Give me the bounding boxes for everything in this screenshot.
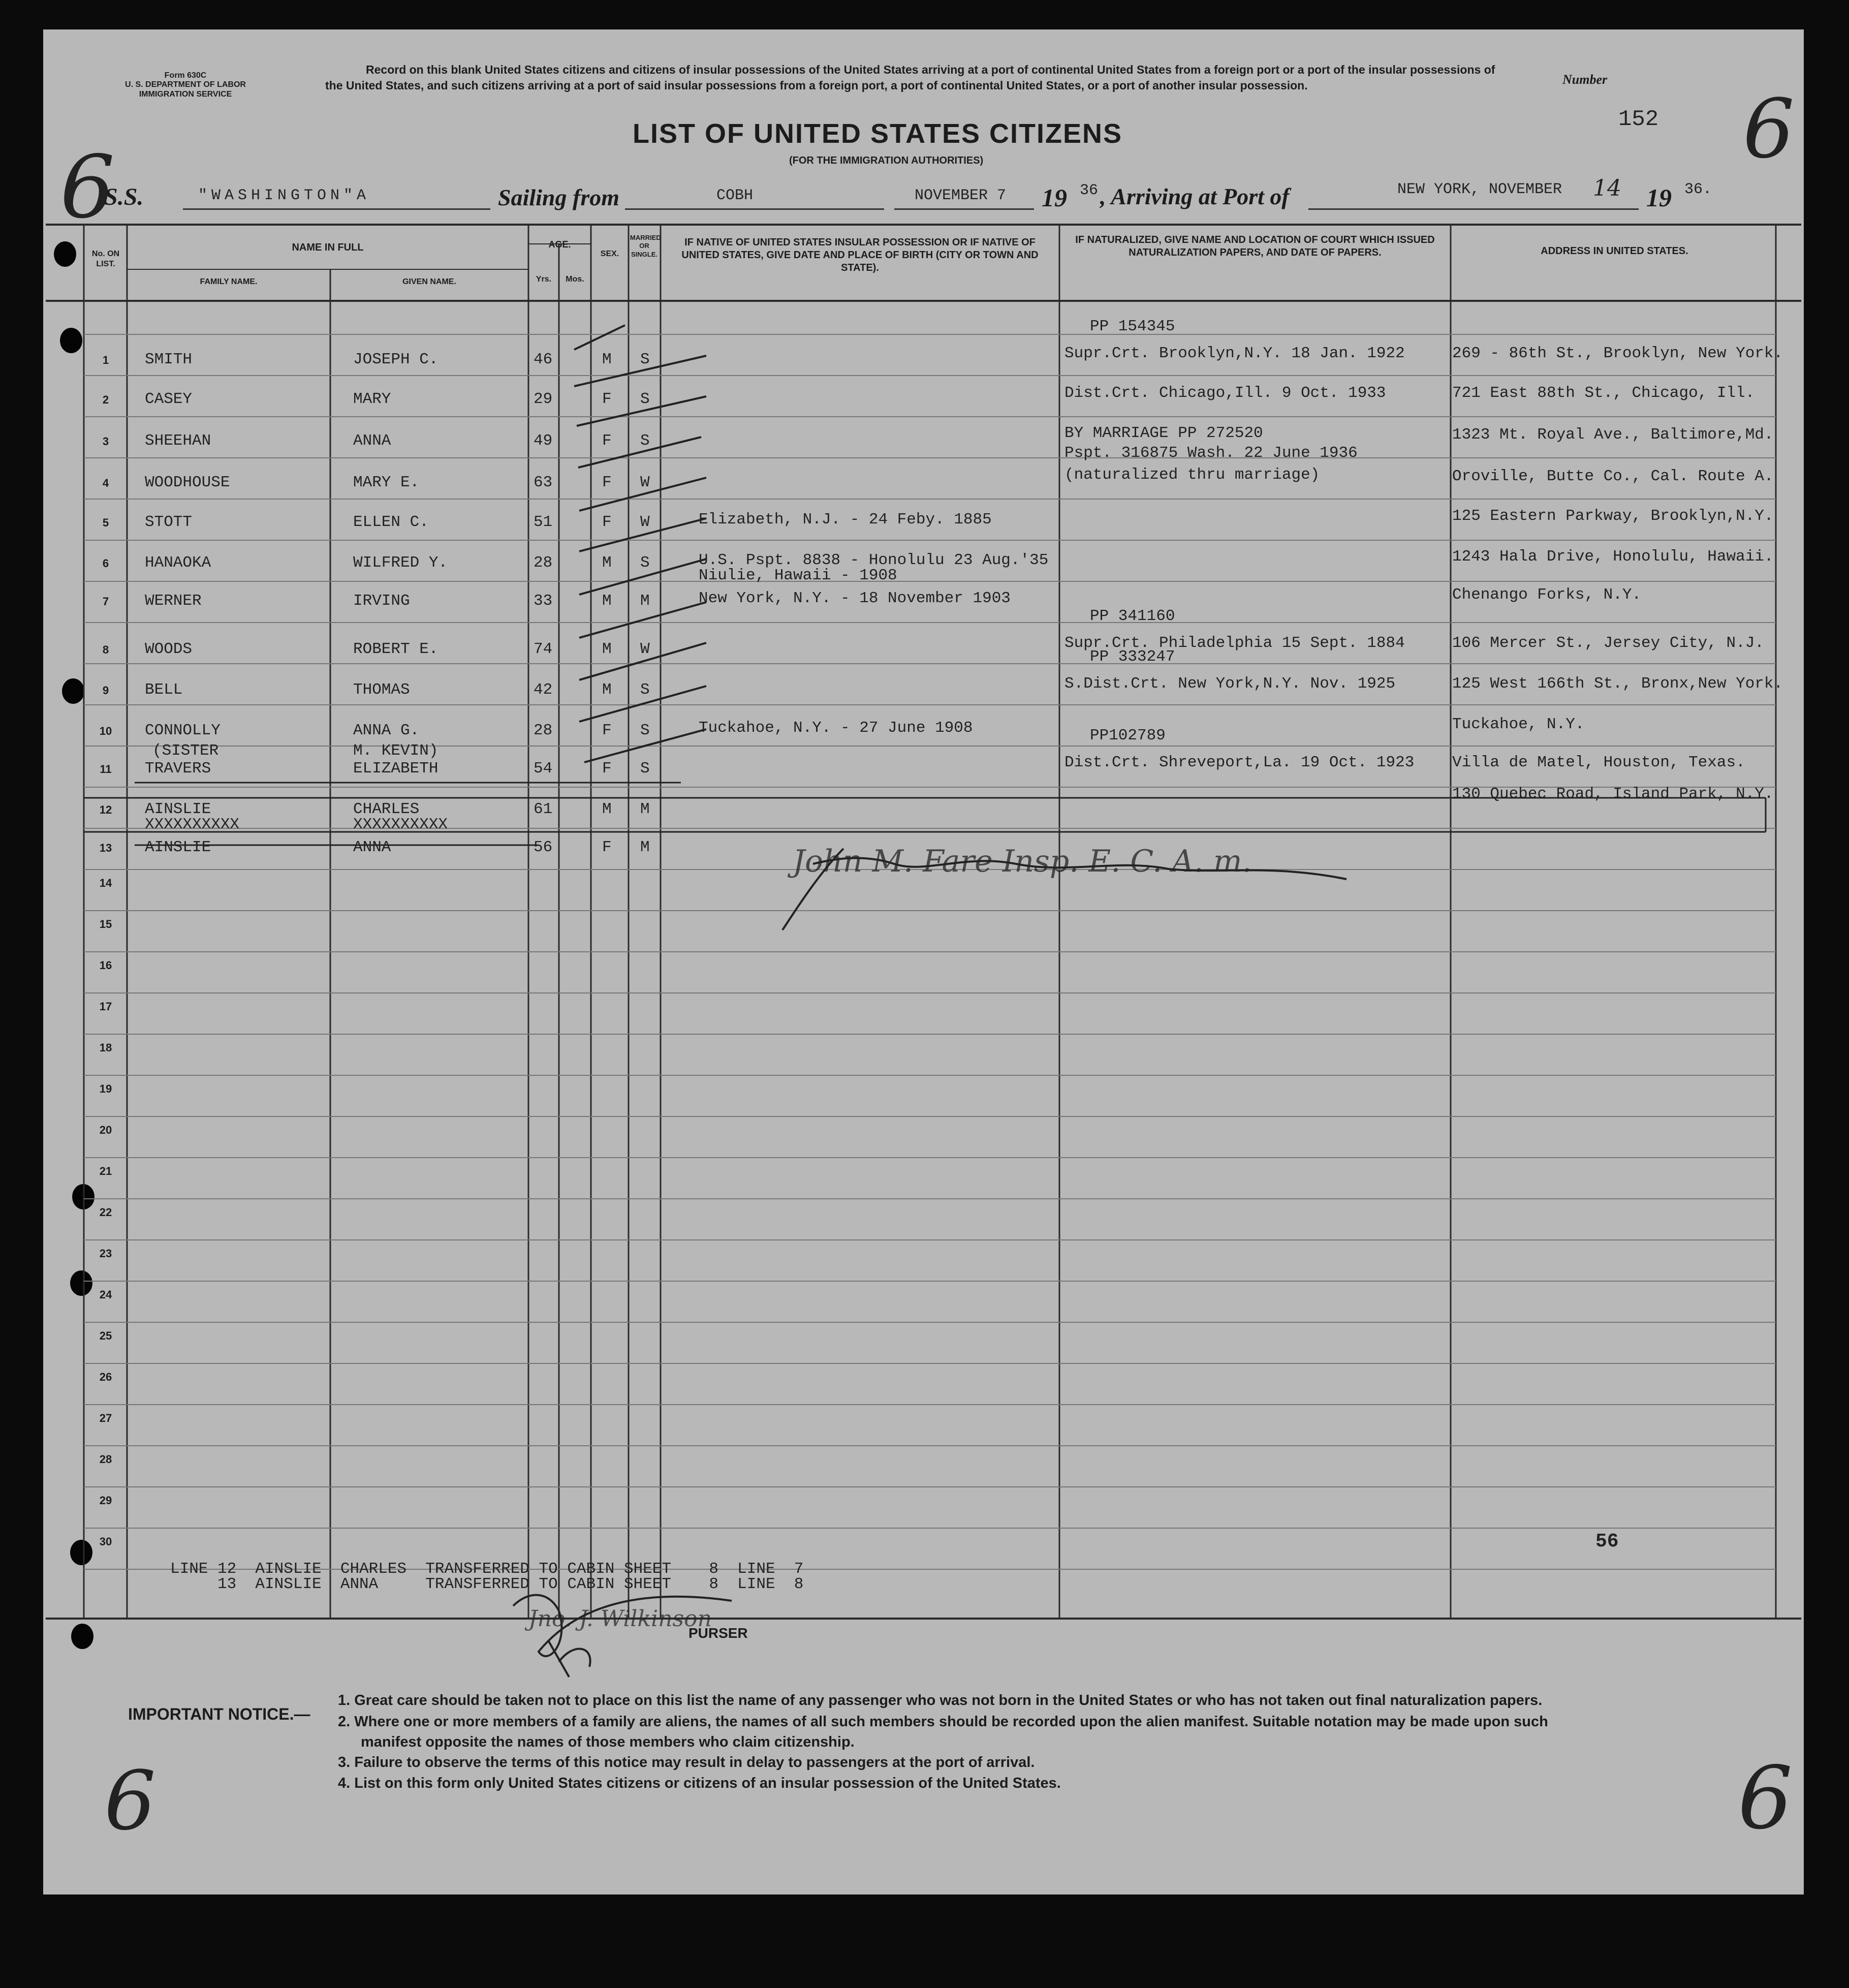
sailing-label: Sailing from: [498, 184, 620, 210]
naturalization-papers: Pspt. 316875 Wash. 22 June 1936: [1064, 444, 1358, 462]
family-name: WERNER: [145, 592, 202, 610]
naturalization-papers: BY MARRIAGE PP 272520: [1064, 424, 1263, 442]
corner-mark: 6: [60, 137, 115, 238]
arrival-day: 14: [1593, 175, 1621, 201]
birth-place-date: U.S. Pspt. 8838 - Honolulu 23 Aug.'35: [699, 551, 1049, 569]
marital-status: W: [640, 474, 650, 491]
naturalization-court: S.Dist.Crt. New York,N.Y. Nov. 1925: [1064, 675, 1396, 693]
birth-place-date: Elizabeth, N.J. - 24 Feby. 1885: [699, 511, 992, 529]
col-no: No. ON LIST.: [91, 250, 120, 268]
row-number: 15: [99, 918, 112, 930]
year-prefix-2: 19: [1646, 183, 1672, 212]
given-name: CHARLES: [353, 800, 420, 818]
row-number: 18: [99, 1041, 112, 1054]
row-number: 29: [99, 1494, 112, 1507]
us-address: 1323 Mt. Royal Ave., Baltimore,Md.: [1452, 426, 1774, 444]
struck-out-text: XXXXXXXXXX: [353, 816, 448, 833]
row-number: 4: [102, 477, 109, 489]
given-name-note: M. KEVIN): [353, 742, 438, 760]
marital-status: W: [640, 513, 650, 531]
family-name: WOODHOUSE: [145, 474, 230, 491]
age-years: 63: [534, 474, 553, 491]
naturalization-court: Supr.Crt. Philadelphia 15 Sept. 1884: [1064, 634, 1405, 652]
col-name-in-full: NAME IN FULL: [292, 242, 364, 253]
row-number: 2: [102, 393, 109, 406]
us-address: 269 - 86th St., Brooklyn, New York.: [1452, 345, 1783, 362]
sex: F: [602, 474, 612, 491]
port-from: COBH: [716, 187, 754, 204]
row-number: 8: [102, 643, 109, 656]
given-name: MARY: [353, 390, 391, 408]
age-years: 33: [534, 592, 553, 610]
family-name-note: (SISTER: [152, 742, 219, 760]
age-years: 51: [534, 513, 553, 531]
given-name: ANNA: [353, 838, 391, 856]
marital-status: S: [640, 432, 650, 450]
birth-place-date: Tuckahoe, N.Y. - 27 June 1908: [699, 719, 973, 737]
ship-name: "WASHINGTON"A: [198, 187, 370, 204]
sex: F: [602, 722, 612, 739]
birth-place-date: New York, N.Y. - 18 November 1903: [699, 589, 1011, 607]
sex: F: [602, 838, 612, 856]
number-value: 152: [1618, 107, 1659, 132]
department: U. S. DEPARTMENT OF LABOR: [125, 80, 246, 89]
birth-place-date: Niulie, Hawaii - 1908: [699, 567, 897, 584]
marital-status: S: [640, 554, 650, 572]
us-address: Chenango Forks, N.Y.: [1452, 586, 1642, 604]
given-name: ELIZABETH: [353, 760, 438, 778]
naturalization-papers: PP 341160: [1090, 607, 1175, 625]
family-name: SHEEHAN: [145, 432, 211, 450]
sex: M: [602, 351, 612, 368]
row-number: 5: [102, 516, 109, 529]
sex: F: [602, 760, 612, 778]
sex: M: [602, 554, 612, 572]
col-sex: SEX.: [600, 250, 619, 258]
col-naturalized: IF NATURALIZED, GIVE NAME AND LOCATION OF COURT WHICH ISSUED NATURALIZATION PAPERS, AND DATE OF PAPERS.: [1075, 234, 1435, 258]
col-mos: Mos.: [566, 275, 584, 284]
transfer-note: 13 AINSLIE ANNA TRANSFERRED TO CABIN SHEET 8 LINE 8: [170, 1575, 804, 1593]
marital-status: M: [640, 838, 650, 856]
naturalization-papers: PP 154345: [1090, 318, 1175, 335]
row-number: 19: [99, 1082, 112, 1095]
corner-mark: 6: [104, 1753, 156, 1848]
sex: F: [602, 390, 612, 408]
row-number: 12: [99, 803, 112, 816]
row-number: 22: [99, 1206, 112, 1219]
row-number: 13: [99, 842, 112, 854]
naturalization-court: Supr.Crt. Brooklyn,N.Y. 18 Jan. 1922: [1064, 345, 1405, 362]
naturalization-court: (naturalized thru marriage): [1064, 466, 1320, 484]
given-name: ANNA: [353, 432, 391, 450]
row-number: 24: [99, 1288, 112, 1301]
sex: M: [602, 681, 612, 699]
port-to: NEW YORK, NOVEMBER: [1397, 181, 1562, 198]
naturalization-court: Dist.Crt. Shreveport,La. 19 Oct. 1923: [1064, 754, 1415, 771]
year-suffix-2: 36.: [1684, 181, 1712, 198]
row-number: 23: [99, 1247, 112, 1260]
col-family-name: FAMILY NAME.: [200, 277, 258, 286]
purser-label: PURSER: [688, 1625, 748, 1641]
given-name: ANNA G.: [353, 722, 420, 739]
ss-label: S.S.: [104, 183, 144, 210]
row-number: 20: [99, 1124, 112, 1136]
date-from: NOVEMBER 7: [915, 187, 1007, 204]
us-address: 1243 Hala Drive, Honolulu, Hawaii.: [1452, 548, 1774, 566]
us-address: 106 Mercer St., Jersey City, N.J.: [1452, 634, 1764, 652]
number-label: Number: [1562, 72, 1608, 87]
col-address: ADDRESS IN UNITED STATES.: [1541, 245, 1688, 257]
row-number: 27: [99, 1412, 112, 1424]
us-address: Villa de Matel, Houston, Texas.: [1452, 754, 1745, 771]
given-name: JOSEPH C.: [353, 351, 438, 368]
col-given-name: GIVEN NAME.: [402, 277, 456, 286]
row-number: 7: [102, 595, 109, 608]
family-name: CASEY: [145, 390, 193, 408]
row-number: 1: [102, 354, 109, 366]
family-name: WOODS: [145, 640, 193, 658]
notice-item: 3. Failure to observe the terms of this notice may result in delay to passengers at the port of arrival.: [338, 1754, 1035, 1770]
marital-status: S: [640, 760, 650, 778]
age-years: 46: [534, 351, 553, 368]
age-years: 54: [534, 760, 553, 778]
sex: F: [602, 513, 612, 531]
given-name: WILFRED Y.: [353, 554, 448, 572]
page-subtitle: (FOR THE IMMIGRATION AUTHORITIES): [789, 155, 984, 166]
form-number: Form 630C: [164, 71, 207, 80]
marital-status: S: [640, 681, 650, 699]
given-name: THOMAS: [353, 681, 410, 699]
col-native: IF NATIVE OF UNITED STATES INSULAR POSSESSION OR IF NATIVE OF UNITED STATES, GIVE DATE AND PLACE OF BIRTH (CITY OR TOWN AND STATE).: [681, 237, 1039, 273]
age-years: 74: [534, 640, 553, 658]
row-number: 9: [102, 684, 109, 697]
us-address: 721 East 88th St., Chicago, Ill.: [1452, 384, 1755, 402]
age-years: 28: [534, 554, 553, 572]
struck-out-text: XXXXXXXXXX: [145, 816, 240, 833]
year-suffix-1: 36: [1080, 182, 1099, 199]
us-address: Oroville, Butte Co., Cal. Route A.: [1452, 468, 1774, 485]
sex: M: [602, 640, 612, 658]
row-number: 21: [99, 1165, 112, 1177]
family-name: CONNOLLY: [145, 722, 221, 739]
year-prefix-1: 19: [1042, 183, 1067, 212]
row-number: 30: [99, 1535, 112, 1548]
row-number: 10: [99, 725, 112, 737]
age-years: 61: [534, 800, 553, 818]
age-years: 28: [534, 722, 553, 739]
given-name: IRVING: [353, 592, 410, 610]
age-years: 42: [534, 681, 553, 699]
corner-mark: 6: [1743, 81, 1795, 176]
marital-status: S: [640, 390, 650, 408]
family-name: AINSLIE: [145, 800, 211, 818]
marital-status: W: [640, 640, 650, 658]
notice-item: manifest opposite the names of those members who claim citizenship.: [361, 1734, 855, 1750]
row-number: 11: [100, 763, 112, 775]
arriving-label: , Arriving at Port of: [1100, 183, 1290, 209]
notice-item: 4. List on this form only United States citizens or citizens of an insular possession of the United States.: [338, 1775, 1061, 1791]
age-years: 56: [534, 838, 553, 856]
sex: F: [602, 432, 612, 450]
row-number: 16: [99, 959, 112, 972]
purser-signature: Jno. J. Wilkinson: [528, 1606, 712, 1632]
naturalization-court: Dist.Crt. Chicago,Ill. 9 Oct. 1933: [1064, 384, 1386, 402]
row-number: 14: [99, 877, 112, 889]
sex: M: [602, 800, 612, 818]
row-number: 25: [99, 1329, 112, 1342]
notice-item: 1. Great care should be taken not to place on this list the name of any passenger who was not born in the United States or who has not taken out final naturalization papers.: [338, 1692, 1543, 1709]
given-name: ELLEN C.: [353, 513, 429, 531]
naturalization-papers: PP 333247: [1090, 648, 1175, 666]
notice-item: 2. Where one or more members of a family are aliens, the names of all such members should be recorded upon the alien manifest. Suitable notation may be made upon such: [338, 1714, 1548, 1730]
age-years: 49: [534, 432, 553, 450]
col-age: AGE.: [548, 239, 571, 250]
row-number: 3: [102, 435, 109, 448]
col-yrs: Yrs.: [536, 275, 552, 284]
us-address: 125 West 166th St., Bronx,New York.: [1452, 675, 1783, 693]
row-number: 28: [99, 1453, 112, 1466]
family-name: BELL: [145, 681, 183, 699]
sex: M: [602, 592, 612, 610]
us-address: 125 Eastern Parkway, Brooklyn,N.Y.: [1452, 507, 1774, 525]
us-address: Tuckahoe, N.Y.: [1452, 716, 1585, 733]
naturalization-papers: PP102789: [1090, 727, 1166, 744]
inspector-signature: John M. Fare Insp. E. C. A. m.: [793, 844, 1252, 879]
given-name: MARY E.: [353, 474, 420, 491]
marital-status: M: [640, 800, 650, 818]
marital-status: M: [640, 592, 650, 610]
us-address: 130 Quebec Road, Island Park, N.Y.: [1452, 785, 1774, 803]
notice-heading: IMPORTANT NOTICE.—: [128, 1705, 310, 1723]
marital-status: S: [640, 351, 650, 368]
row-number: 6: [102, 557, 109, 570]
intro-text: Record on this blank United States citizens and citizens of insular possessions of the United States arriving at a port of continental United States from a foreign port or a port of the insular possessions of the United States, and such citizens arriving at a port of said insular possessions from a foreign port, a port of continental United States, or a port of another insular possession.: [325, 63, 1495, 92]
marital-status: S: [640, 722, 650, 739]
transfer-note: LINE 12 AINSLIE CHARLES TRANSFERRED TO CABIN SHEET 8 LINE 7: [170, 1560, 804, 1578]
family-name: AINSLIE: [145, 838, 211, 856]
col-married: MARRIED OR SINGLE.: [630, 234, 661, 258]
row-number: 17: [99, 1000, 112, 1013]
page-mark: 56: [1595, 1531, 1619, 1552]
family-name: TRAVERS: [145, 760, 211, 778]
family-name: SMITH: [145, 351, 193, 368]
service: IMMIGRATION SERVICE: [139, 89, 232, 99]
page-title: LIST OF UNITED STATES CITIZENS: [633, 118, 1122, 149]
family-name: STOTT: [145, 513, 193, 531]
family-name: HANAOKA: [145, 554, 211, 572]
row-number: 26: [99, 1371, 112, 1383]
given-name: ROBERT E.: [353, 640, 438, 658]
corner-mark: 6: [1738, 1748, 1793, 1849]
age-years: 29: [534, 390, 553, 408]
